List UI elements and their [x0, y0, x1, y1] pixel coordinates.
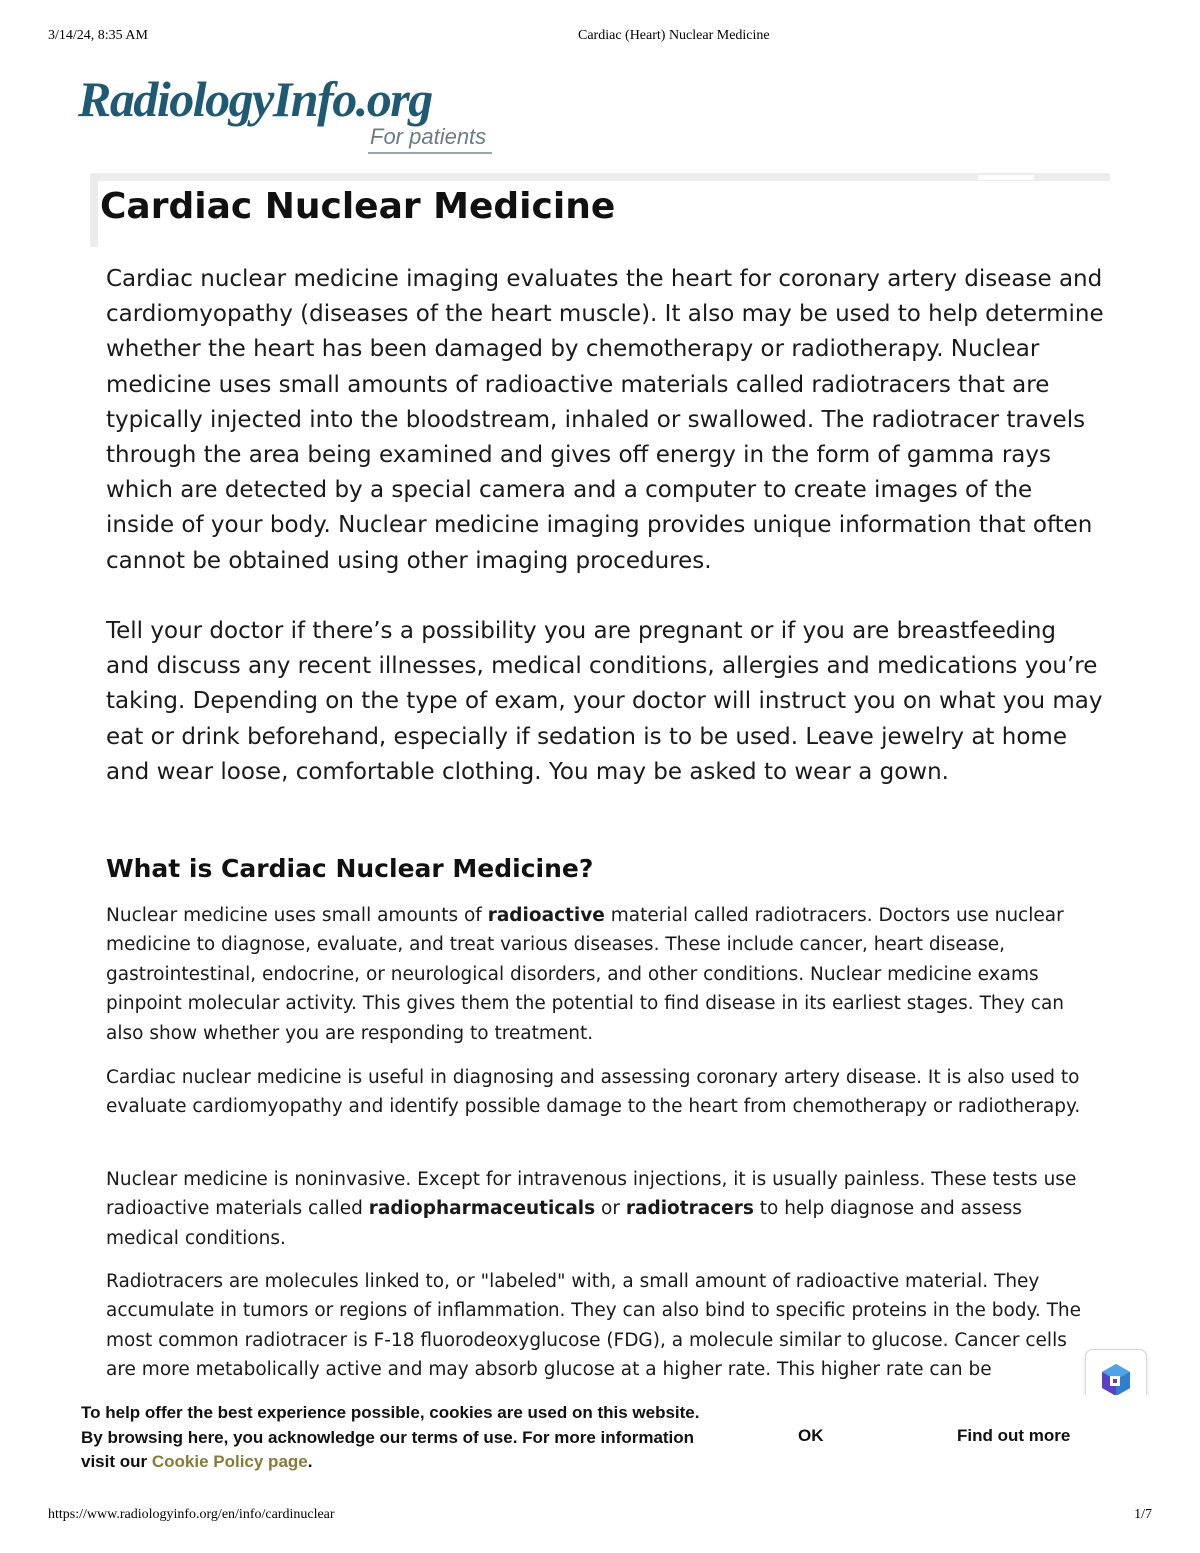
p1-text-before: Nuclear medicine uses small amounts of: [106, 905, 488, 926]
lead-paragraph-1: Cardiac nuclear medicine imaging evaluates the heart for coronary artery disease and cardiomyopathy (diseases of the heart muscle). It also may be used to help determine whether the heart has been damaged by chemotherapy or radiotherapy. Nuclear medicine uses small amounts of radioactive materials called radiotracers that are typically injected into the bloodstream, inhaled or swallowed. The radiotracer travels through the area being examined and gives off energy in the form of gamma rays which are detected by a special camera and a computer to create images of the inside of your body. Nuclear medicine imaging provides unique information that often cannot be obtained using other imaging procedures.: [106, 266, 1104, 574]
p1-bold-term: radioactive: [487, 905, 605, 926]
print-footer: [48, 1507, 1152, 1527]
body-paragraph-2: Cardiac nuclear medicine is useful in diagnosing and assessing coronary artery disease. It is also used to evaluate cardiomyopathy and identify possible damage to the heart from chemotherapy or radiotherapy.: [106, 1067, 1081, 1118]
cookie-policy-link[interactable]: Cookie Policy page: [151, 1452, 308, 1471]
print-header: [48, 28, 1152, 48]
logo-underline: [368, 152, 492, 154]
cookie-banner: [0, 1395, 1200, 1490]
logo-wordmark: RadiologyInfo.org: [78, 71, 432, 127]
page-title: Cardiac Nuclear Medicine: [100, 186, 616, 227]
p3-text-before: Nuclear medicine is noninvasive. Except for intravenous injections, it is usually painless. These tests use radioactive materials called: [106, 1169, 1077, 1220]
section-heading: What is Cardiac Nuclear Medicine?: [106, 854, 594, 883]
print-doc-title: Cardiac (Heart) Nuclear Medicine: [578, 28, 770, 43]
logo-tagline: For patients: [370, 124, 487, 149]
cookie-message: [81, 1401, 721, 1475]
lead-paragraph-2: Tell your doctor if there’s a possibility you are pregnant or if you are breastfeeding and discuss any recent illnesses, medical conditions, allergies and medications you’re taking. Depending on the type of exam, your doctor will instruct you on what you may eat or drink beforehand, especially if sedation is to be used. Leave jewelry at home and wear loose, comfortable clothing. You may be asked to wear a gown.: [106, 618, 1103, 785]
p3-text-middle: or: [595, 1198, 626, 1220]
cookie-message-suffix: .: [307, 1452, 313, 1471]
p1-text-after: material called radiotracers. Doctors use nuclear medicine to diagnose, evaluate, and treat various diseases. These include cancer, heart disease, gastrointestinal, endocrine, or neurological disorders, and other conditions. Nuclear medicine exams pinpoint molecular activity. This gives them the potential to find disease in its earliest stages. They can also show whether you are responding to treatment.: [106, 905, 1065, 1044]
p3-bold-term-2: radiotracers: [625, 1198, 754, 1220]
title-decoration-left: [90, 173, 98, 247]
print-date: 3/14/24, 8:35 AM: [48, 28, 148, 43]
body-paragraph-3: [106, 1165, 1098, 1253]
p3-text-after: to help diagnose and assess medical conditions.: [106, 1198, 1022, 1249]
cookie-find-out-more-button[interactable]: Find out more: [957, 1426, 1071, 1445]
cookie-ok-button[interactable]: OK: [798, 1426, 824, 1445]
body-paragraph-1: [106, 901, 1098, 1048]
body-paragraph-4: Radiotracers are molecules linked to, or "labeled" with, a small amount of radioactive material. They accumulate in tumors or regions of inflammation. They can also bind to specific proteins in the body. The most common radiotracer is F-18 fluorodeoxyglucose (FDG), a molecule similar to glucose. Cancer cells are more metabolically active and may absorb glucose at a higher rate. This higher rate can be: [106, 1271, 1081, 1381]
title-decoration-top: [90, 173, 1110, 181]
title-decoration-notch: [978, 175, 1034, 180]
chat-assistant-icon: [1098, 1362, 1134, 1398]
cookie-message-text: To help offer the best experience possible, cookies are used on this website. By browsing here, you acknowledge our terms of use. For more information visit our: [81, 1403, 700, 1471]
print-page-number: 1/7: [1134, 1507, 1152, 1522]
p3-bold-term-1: radiopharmaceuticals: [368, 1198, 596, 1220]
site-logo[interactable]: [78, 70, 508, 160]
print-url: https://www.radiologyinfo.org/en/info/cardinuclear: [48, 1507, 335, 1522]
